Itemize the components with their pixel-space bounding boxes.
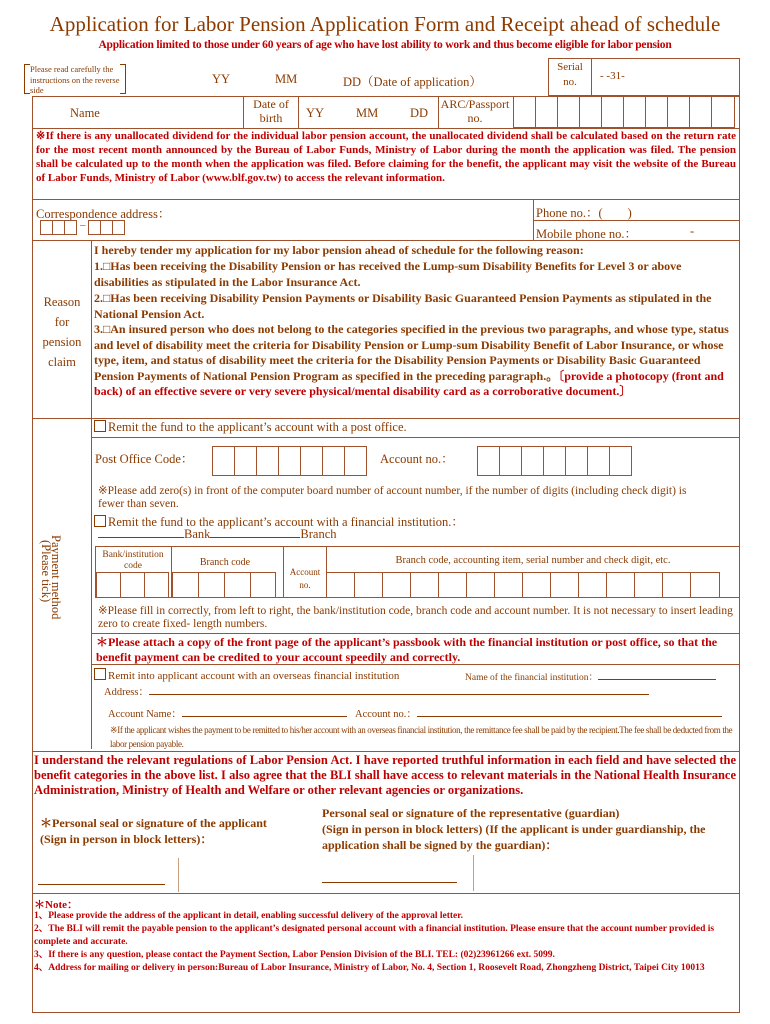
overseas-institution[interactable]: Name of the financial institution：: [465, 669, 716, 683]
note-2: 2、The BLI will remit the payable pension to the applicant’s designated personal account with a financial institution. Please ensure that the account number provided is complete and accurate.: [34, 924, 715, 947]
post-account-cells[interactable]: [477, 446, 631, 476]
branch-code-label: Branch code: [199, 557, 251, 568]
row-divider: [91, 437, 740, 438]
post-office-checkbox[interactable]: [94, 420, 106, 432]
application-month-label: MM: [275, 72, 298, 86]
account-no-label: Account no.: [289, 567, 321, 590]
overseas-checkbox[interactable]: [94, 668, 106, 680]
bank-checkbox[interactable]: [94, 515, 106, 527]
overseas-option[interactable]: Remit into applicant account with an overseas financial institution: [94, 668, 399, 682]
application-date-label: DD（Date of application）: [343, 75, 482, 89]
postal-dash: –: [80, 219, 86, 231]
row-divider: [32, 418, 740, 419]
reason-side-label: Reason for pension claim: [42, 295, 82, 369]
post-zero-note: ※Please add zero(s) in front of the computer board number of account number, if the number of digits (including check digit) is fewer than seven.: [98, 485, 687, 510]
reason-intro: I hereby tender my application for my labor pension ahead of schedule for the following reason:: [94, 243, 584, 257]
address-label: Correspondence address：: [36, 207, 171, 221]
row-divider: [32, 199, 740, 200]
unallocated-notice: ※If there is any unallocated dividend for the individual labor pension account, the unallocated dividend shall be calculated based on the return rate for the most recent month announced by the Bureau of Labor Funds, Ministry of Labor during the month the application was filed. The pension shall be calculated up to the month when the application was filed. Before claiming for the benefit, the applicant may visit the website of the Bureau of Labor Funds, Ministry of Labor (www.blf.gov.tw) to access the relevant information.: [36, 130, 736, 184]
form-title: Application for Labor Pension Application Form and Receipt ahead of schedule: [49, 12, 721, 36]
arc-label: ARC/Passport no.: [440, 97, 510, 125]
applicant-signature-line[interactable]: [38, 884, 165, 885]
seal-mark: [178, 858, 179, 892]
bank-branch-line[interactable]: Bank Branch: [98, 527, 337, 542]
postal-code-cells[interactable]: [40, 220, 76, 235]
attach-passbook-note: ＊Please attach a copy of the front page of the applicant’s passbook with the financial institution or post office, so that the benefit payment can be credited to your account speedily and correctly.: [96, 635, 718, 664]
payment-side-label: Payment method: [49, 535, 63, 620]
reason-option-3[interactable]: [94, 322, 736, 400]
name-label: Name: [70, 106, 100, 120]
applicant-seal-label: ＊Personal seal or signature of the applicant (Sign in person in block letters)：: [40, 816, 267, 846]
branch-detail-label: Branch code, accounting item, serial number and check digit, etc.: [395, 555, 671, 566]
note-4: 4、Address for mailing or delivery in person:Bureau of Labor Insurance, Ministry of Labor, No. 4, Section 1, Roosevelt Road, Zhongzheng District, Taipei City 10013: [34, 963, 705, 973]
mobile-label[interactable]: Mobile phone no.：: [536, 227, 638, 241]
form-subtitle: Application limited to those under 60 years of age who have lost ability to work and thus become eligible for labor pension: [98, 39, 672, 51]
row-divider: [32, 240, 740, 241]
overseas-address[interactable]: Address：: [104, 684, 649, 699]
declaration-text: I understand the relevant regulations of Labor Pension Act. I have reported truthful information in each field and have selected the benefit categories in the above list. I also agree that the BLI shall have access to relevant materials in the National Health Insurance Administration, Ministry of Health and Welfare or other relevant agencies or organizations.: [34, 753, 736, 797]
bank-account-cells[interactable]: [326, 572, 719, 598]
bank-code-cells[interactable]: [96, 572, 168, 598]
dob-divider: [298, 96, 299, 128]
post-office-option[interactable]: Remit the fund to the applicant’s account with a post office.: [94, 420, 407, 435]
overseas-fee-note: ※If the applicant wishes the payment to be remitted to his/her account with an overseas financial institution, the remittance fee shall be paid by the recipient.The fee shall be deducted from the labor pension payable.: [110, 725, 733, 749]
read-instructions-note: Please read carefully the instructions on the reverse side: [24, 64, 126, 94]
reason-option-2[interactable]: 2.□Has been receiving Disability Pension Payments or Disability Basic Guaranteed Pension Payments as stipulated in the National Pension Act.: [94, 291, 712, 321]
notes-heading: ＊Note：: [34, 899, 78, 911]
payment-side-label-2: (Please tick): [39, 540, 53, 603]
reason-option-1[interactable]: 1.□Has been receiving the Disability Pension or has received the Lump-sum Disability Benefits for Level 3 or above disabilities as stipulated in the Labor Insurance Act.: [94, 259, 682, 289]
serial-value: - -31-: [600, 70, 625, 82]
note-1: 1、Please provide the address of the applicant in detail, enabling successful delivery of the approval letter.: [34, 911, 463, 921]
representative-signature-line[interactable]: [322, 882, 457, 883]
application-year-label: YY: [212, 72, 231, 86]
reason-option-3-text: 3.□An insured person who does not belong to the categories specified in the previous two paragraphs, and whose type, status and level of disability meet the criteria for Disability Pension or Lump-sum Disability Benefit of Labor Insurance, or whose type, item, and status of disability meet the criteria for the Disability Pension Payments or Disability Basic Guaranteed Pension Payments of National Pension Program as specified in the preceding paragraph.。: [94, 322, 729, 383]
arc-cells[interactable]: [513, 96, 734, 128]
overseas-account-name[interactable]: Account Name：: [108, 706, 347, 721]
post-office-code-cells[interactable]: [212, 446, 366, 476]
post-office-code-label: Post Office Code：: [95, 452, 194, 466]
serial-label: Serial no.: [557, 61, 583, 88]
representative-seal-label: Personal seal or signature of the representative (guardian) (Sign in person in block letters) (If the applicant is under guardianship, the application shall be signed by the guardian)：: [322, 806, 706, 852]
bank-code-label: Bank/institution code: [102, 550, 164, 571]
overseas-account-no[interactable]: Account no.：: [355, 706, 722, 721]
phone-divider: [533, 220, 740, 221]
branch-code-cells[interactable]: [172, 572, 275, 598]
name-divider: [243, 96, 244, 128]
side-column-divider: [91, 240, 92, 749]
row-divider: [32, 893, 740, 894]
bank-option[interactable]: Remit the fund to the applicant’s account with a financial institution.：: [94, 512, 464, 530]
arc-divider: [438, 96, 439, 128]
serial-divider: [591, 58, 592, 96]
mobile-dash: -: [690, 224, 695, 238]
postal-code-cells-2[interactable]: [88, 220, 124, 235]
phone-label[interactable]: Phone no.：( ): [536, 206, 632, 220]
dob-month-label: MM: [356, 106, 379, 120]
note-3: 3、If there is any question, please contact the Payment Section, Labor Pension Division of the BLI. TEL: (02)23961266 ext. 5099.: [34, 950, 555, 960]
dob-day-label: DD: [410, 106, 429, 120]
row-divider: [32, 751, 740, 752]
post-account-label: Account no.：: [380, 452, 454, 466]
fill-correctly-note: ※Please fill in correctly, from left to right, the bank/institution code, branch code and account number. It is not necessary to insert leading zero to create fixed- length numbers.: [98, 605, 733, 630]
seal-mark: [473, 855, 474, 891]
dob-year-label: YY: [306, 106, 325, 120]
reason-option-3-doc: 〔provide a photocopy (front and back) of an effective severe or very severe physical/mental disability card as a corroborative document.〕: [94, 368, 724, 398]
dob-label: Date of birth: [253, 97, 289, 125]
